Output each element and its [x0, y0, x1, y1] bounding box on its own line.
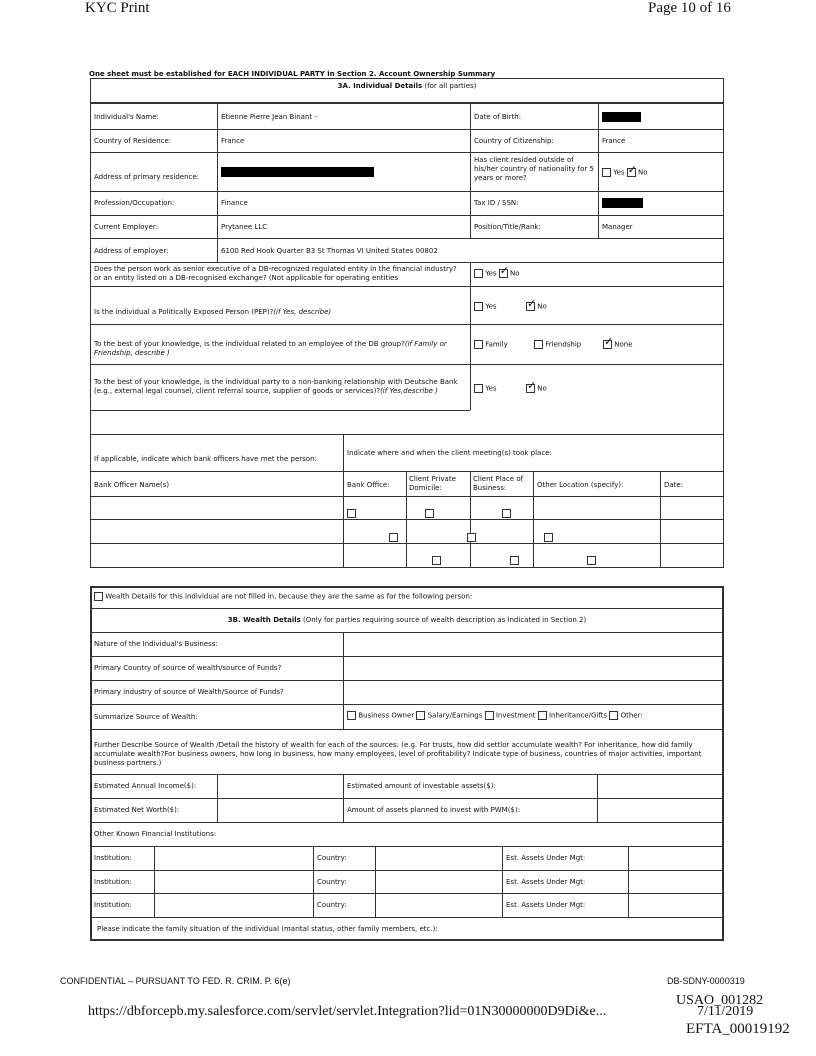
employer-label: Current Employer: — [94, 223, 158, 231]
meeting-row3-business-checkbox[interactable] — [587, 556, 596, 565]
wealth-source-options — [347, 711, 643, 721]
same-as-label: Wealth Details for this individual are not filled in, because they are the same as for the following person: — [105, 592, 473, 601]
investment-label: Investment — [495, 711, 536, 720]
nonbank-yes-checkbox[interactable] — [474, 384, 483, 393]
meeting-row2-office-checkbox[interactable] — [389, 533, 398, 542]
col-bank-office: Bank Office: — [347, 481, 390, 489]
related-family-checkbox[interactable] — [474, 340, 483, 349]
related-friendship-label: Friendship — [545, 340, 582, 349]
position-value: Manager — [602, 223, 633, 231]
resided-no-checkbox[interactable] — [627, 168, 636, 177]
resided-choice — [602, 168, 648, 178]
other-source-checkbox[interactable] — [609, 711, 618, 720]
profession-value: Finance — [221, 199, 248, 207]
related-question-text: To the best of your knowledge, is the individual related to an employee of the DB group? — [94, 340, 405, 348]
name-label: Individual's Name: — [94, 113, 159, 121]
business-owner-checkbox[interactable] — [347, 711, 356, 720]
est-assets-3-label: Est. Assets Under Mgt: — [506, 901, 586, 909]
nonbank-yes — [474, 384, 497, 394]
pep-yes — [474, 302, 497, 312]
meeting-row1-business-checkbox[interactable] — [502, 509, 511, 518]
col-officer-name: Bank Officer Name(s) — [94, 481, 170, 489]
pep-yes-checkbox[interactable] — [474, 302, 483, 311]
related-friendship — [534, 340, 581, 350]
instruction-text: One sheet must be established for EACH INDIVIDUAL PARTY in Section 2. Account Ownership Summary — [89, 70, 496, 78]
resided-yes-label: Yes — [613, 168, 625, 177]
net-worth-label: Estimated Net Worth($): — [94, 806, 180, 814]
page-number: Page 10 of 16 — [648, 0, 731, 16]
col-other-location: Other Location (specify): — [537, 481, 624, 489]
nonbank-no-checkbox[interactable] — [526, 384, 535, 393]
senior-exec-no-label: No — [510, 269, 520, 278]
primary-industry-label: Primary industry of source of Wealth/Source of Funds? — [94, 688, 284, 696]
source-url: https://dbforcepb.my.salesforce.com/servlet/servlet.Integration?lid=01N30000000D9Di&e... — [88, 1004, 607, 1019]
efta-number: EFTA_00019192 — [686, 1021, 790, 1037]
pep-question — [94, 308, 331, 317]
family-situation-label: Please indicate the family situation of the individual (marital status, other family members, etc.): — [97, 925, 438, 933]
related-none — [603, 340, 633, 350]
est-assets-2-label: Est. Assets Under Mgt: — [506, 878, 586, 886]
institution-1-label: Institution: — [94, 854, 132, 862]
resided-no-label: No — [638, 168, 648, 177]
investable-assets-label: Estimated amount of investable assets($): — [347, 782, 496, 790]
institution-3-label: Institution: — [94, 901, 132, 909]
country-1-label: Country: — [317, 854, 347, 862]
country-2-label: Country: — [317, 878, 347, 886]
print-date: 7/11/2019 — [697, 1004, 754, 1019]
resided-yes-checkbox[interactable] — [602, 168, 611, 177]
meeting-row3-office-checkbox[interactable] — [432, 556, 441, 565]
name-value: Etienne Pierre Jean Binant - — [221, 113, 317, 121]
nonbank-no — [526, 384, 547, 394]
inheritance-label: Inheritance/Gifts — [548, 711, 608, 720]
planned-assets-label: Amount of assets planned to invest with PWM($): — [347, 806, 520, 814]
pep-no-label: No — [537, 302, 547, 311]
salary-label: Salary/Earnings — [427, 711, 483, 720]
related-question — [94, 340, 466, 358]
residence-value: France — [221, 137, 245, 145]
same-as-checkbox[interactable] — [94, 592, 103, 601]
country-3-label: Country: — [317, 901, 347, 909]
pep-yes-label: Yes — [485, 302, 497, 311]
related-family — [474, 340, 508, 350]
related-family-label: Family — [485, 340, 508, 349]
residence-label: Country of Residence: — [94, 137, 172, 145]
section-3b-heading — [90, 616, 724, 625]
citizenship-label: Country of Citizenship: — [474, 137, 554, 145]
senior-exec-no-checkbox[interactable] — [499, 269, 508, 278]
section-3a-title: 3A. Individual Details — [337, 82, 423, 90]
inheritance-checkbox[interactable] — [538, 711, 547, 720]
dob-label: Date of Birth: — [474, 113, 522, 121]
col-date: Date: — [664, 481, 684, 489]
institution-2-label: Institution: — [94, 878, 132, 886]
other-source-label: Other: — [620, 711, 643, 720]
usao-number: USAO_001282 — [676, 993, 764, 1008]
employer-address-label: Address of employer: — [94, 247, 169, 255]
officers-met-label: If applicable, indicate which bank officers have met the person: — [94, 455, 317, 463]
section-3b-title: 3B. Wealth Details — [227, 616, 301, 624]
meeting-row3-domicile-checkbox[interactable] — [510, 556, 519, 565]
pep-no-checkbox[interactable] — [526, 302, 535, 311]
senior-exec-question: Does the person work as senior executive of a DB-recognized regulated entity in the financial industry? or an entity listed on a DB-recognised exchange? (Not applicable for operating entities — [94, 265, 457, 282]
nonbank-no-label: No — [537, 384, 547, 393]
meeting-row2-business-checkbox[interactable] — [544, 533, 553, 542]
related-none-label: None — [614, 340, 633, 349]
resided-label: Has client resided outside of his/her country of nationality for 5 years or more? — [474, 156, 594, 182]
position-label: Position/Title/Rank: — [474, 223, 541, 231]
address-label: Address of primary residence: — [94, 173, 200, 181]
meeting-row1-domicile-checkbox[interactable] — [425, 509, 434, 518]
nonbank-question-note: (if Yes,describe ) — [380, 387, 438, 395]
investment-checkbox[interactable] — [485, 711, 494, 720]
employer-value: Prytanee LLC — [221, 223, 268, 231]
pep-question-note: (if Yes, describe) — [273, 308, 332, 316]
section-3a-heading — [90, 82, 724, 91]
col-place-of-business: Client Place of Business: — [473, 475, 524, 492]
senior-exec-choice — [474, 269, 520, 279]
employer-address-value: 6100 Red Hook Quarter B3 St Thomas VI United States 00802 — [221, 247, 438, 255]
senior-exec-yes-label: Yes — [485, 269, 497, 278]
nonbank-question — [94, 378, 466, 396]
bates-number: DB-SDNY-0000319 — [667, 976, 745, 986]
meeting-row2-domicile-checkbox[interactable] — [467, 533, 476, 542]
same-as-row — [94, 592, 472, 602]
pep-question-text: Is the individual a Politically Exposed Person (PEP)? — [94, 308, 274, 316]
further-describe-label: Further Describe Source of Wealth /Detail the history of wealth for each of the sources: (e.g. For trusts, how did settlor accumulate wealth? For inheritance, how did family accumulate wealth?For business owners, how long in business, how many employees, level of profitability? Indicate type of business, countries of major activities, important business partners.) — [94, 741, 702, 767]
profession-label: Profession/Occupation: — [94, 199, 175, 207]
senior-exec-yes-checkbox[interactable] — [474, 269, 483, 278]
nature-of-business-label: Nature of the Individual's Business: — [94, 640, 218, 648]
related-question-note: (if Family or Friendship, describe ) — [94, 340, 447, 357]
citizenship-value: France — [602, 137, 626, 145]
section-3b-note: (Only for parties requiring source of wealth description as indicated in Section 2) — [303, 616, 587, 624]
summarize-wealth-label: Summarize Source of Wealth: — [94, 713, 198, 721]
pep-no — [526, 302, 547, 312]
primary-country-label: Primary Country of source of wealth/source of Funds? — [94, 664, 282, 672]
salary-checkbox[interactable] — [416, 711, 425, 720]
meeting-row1-office-checkbox[interactable] — [347, 509, 356, 518]
meeting-where-label: Indicate where and when the client meeting(s) took place: — [347, 449, 552, 457]
related-friendship-checkbox[interactable] — [534, 340, 543, 349]
confidential-notice: CONFIDENTIAL – PURSUANT TO FED. R. CRIM. P. 6(e) — [60, 976, 291, 986]
section-3a-note: (for all parties) — [424, 82, 477, 90]
col-private-domicile: Client Private Domicile: — [409, 475, 456, 492]
taxid-label: Tax ID / SSN: — [474, 199, 519, 207]
address-redaction — [221, 167, 374, 177]
nonbank-yes-label: Yes — [485, 384, 497, 393]
annual-income-label: Estimated Annual Income($): — [94, 782, 197, 790]
est-assets-1-label: Est. Assets Under Mgt: — [506, 854, 586, 862]
nonbank-question-text: To the best of your knowledge, is the individual party to a non-banking relationship with Deutsche Bank (e.g., external legal counsel, client referral source, supplier of goods or services)? — [94, 378, 458, 395]
related-none-checkbox[interactable] — [603, 340, 612, 349]
taxid-redaction — [602, 198, 643, 208]
print-header-title: KYC Print — [85, 0, 150, 16]
dob-redaction — [602, 112, 641, 122]
business-owner-label: Business Owner — [358, 711, 415, 720]
other-institutions-label: Other Known Financial Institutions: — [94, 830, 217, 838]
